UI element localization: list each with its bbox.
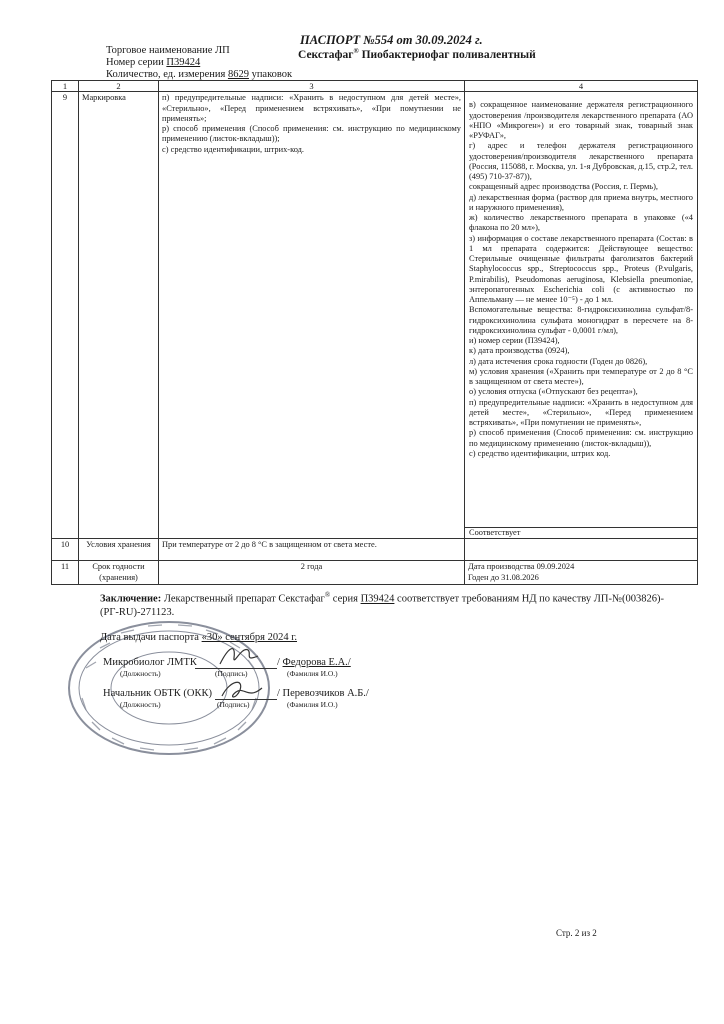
req-item: с) средство идентификации, штрих-код. [162,144,305,154]
handwritten-signature-1 [214,640,264,670]
signature-row-2 [103,688,212,699]
row-label-marking: Маркировка [79,92,159,539]
signature-row-1 [103,657,197,668]
verdict-text: Соответствует [469,528,521,538]
conclusion-text-after: соответствует требованиям НД по качеству ЛП-№(003826)-(РГ-RU)-271123. [100,593,664,619]
caption-position: (Должность) [120,700,161,709]
result-item: з) информация о составе лекарственного препарата (Состав: в 1 мл препарата содержится: Действующее вещество: Стерильные очищенные фильтраты фаголизатов бактерий Staphylococcus spp., Streptococcus spp., Proteus (P.vulgaris, P.mirabilis), Pseudomonas aeruginosa, Klebsiella pneumoniae, энтеропатогенных Escherichia coli (с активностью по Аппельману — не менее 10⁻⁵) - до 1 мл. [469,233,693,305]
table-row-storage [52,539,698,561]
page-number: Стр. 2 из 2 [556,928,597,938]
result-item: и) номер серии (П39424), [469,336,560,346]
issue-date-label: Дата выдачи паспорта [100,632,199,643]
result-item: в) сокращенное наименование держателя регистрационного удостоверения /производителя лекарственного препарата (АО «НПО «Микроген») и его товарный знак, товарный знак «РУФАГ», [469,100,693,141]
result-item: Вспомогательные вещества: 8-гидроксихинолина сульфат/8-гидроксихинолина сульфата моногидрат в пересчете на 8-гидроксихинолина сульфат - 0,0001 г/мл), [469,305,693,335]
row-number: 11 [52,561,79,585]
col-number-2: 2 [79,81,159,92]
product-title [298,47,536,61]
issue-date-value: «30» сентября 2024 г. [201,632,298,643]
table-row-shelf-life [52,561,698,585]
signer-name-wrap: / Перевозчиков А.Б./ [277,688,369,699]
signer-position: Начальник ОБТК (ОКК) [103,688,212,699]
row-label-storage: Условия хранения [79,539,159,561]
quantity-label: Количество, ед. измерения [106,69,226,80]
storage-conditions: При температуре от 2 до 8 °С в защищенном от света месте. [159,539,465,561]
issue-date-line [100,632,297,643]
result-item: п) предупредительные надписи: «Хранить в недоступном для детей месте», «Стерильно», «Перед применением встряхивать», «При помутнении не применять», [469,397,693,428]
col-number-1: 1 [52,81,79,92]
shelf-life-dates [465,561,698,585]
col-number-4: 4 [465,81,698,92]
storage-result [465,539,698,561]
product-rest: Пиобактериофаг поливалентный [358,48,536,61]
col-number-3: 3 [159,81,465,92]
column-number-row [52,81,698,92]
result-item: д) лекарственная форма (раствор для приема внутрь, местного и наружного применения), [469,192,693,212]
result-item: л) дата истечения срока годности (Годен до 0826), [469,356,648,366]
result-item: ж) количество лекарственного препарата в упаковке («4 флакона по 20 мл»), [469,213,693,233]
quantity-value: 8629 [227,69,249,80]
conclusion-series: П39424 [360,593,395,605]
conclusion [100,591,670,620]
series-value: П39424 [166,57,201,68]
conclusion-text-before: Лекарственный препарат Секстафаг [161,593,325,605]
caption-sign: (Подпись) [215,669,248,678]
handwritten-signature-2 [218,676,266,706]
signer-name-wrap: / Федорова Е.А./ [277,657,351,668]
marking-results [465,92,698,539]
signer-name: Федорова Е.А./ [282,657,351,668]
marking-text-box [465,92,697,528]
result-item: сокращенный адрес производства (Россия, г. Пермь), [469,182,658,192]
row-number: 10 [52,539,79,561]
conclusion-label: Заключение: [100,593,162,605]
conclusion-text-series: серия [330,593,361,605]
req-item: п) предупредительные надписи: «Хранить в недоступном для детей месте», «Стерильно», «Перед применением встряхивать», «При помутнении не применять»; [162,93,461,123]
result-item: м) условия хранения («Хранить при температуре от 2 до 8 °С в защищенном от света месте»), [469,366,693,387]
result-item: к) дата производства (0924), [469,346,570,356]
row-number: 9 [52,92,79,539]
caption-sign: (Подпись) [217,700,250,709]
marking-requirements [159,92,465,539]
registered-mark: ® [353,47,359,55]
req-item: р) способ применения (Способ применения: см. инструкцию по медицинскому применению (листок-вкладыш)); [162,124,461,144]
production-date: Дата производства 09.09.2024 [468,562,575,572]
result-item: г) адрес и телефон держателя регистрационного удостоверения/производителя лекарственного препарата (Россия, 115088, г. Москва, ул. 1-я Дубровская, д.15, стр.2, тел. (495) 710-37-87)), [469,141,693,182]
quantity-unit: упаковок [251,69,293,80]
product-name: Секстафаг [298,48,354,61]
series-label: Номер серии [106,57,164,68]
caption-name: (Фамилия И.О.) [287,669,338,678]
shelf-life-value: 2 года [159,561,465,585]
trade-name-label: Торговое наименование ЛП [106,45,230,56]
signer-name: Перевозчиков А.Б./ [282,688,369,699]
passport-title: ПАСПОРТ №554 от 30.09.2024 г. [300,33,483,47]
row-label-shelf-life: Срок годности (хранения) [79,561,159,585]
signer-position: Микробиолог ЛМТК [103,657,197,668]
series-line [106,57,200,68]
passport-table [51,80,698,585]
table-row-marking [52,92,698,539]
quantity-line [106,69,292,80]
result-item: с) средство идентификации, штрих код. [469,448,611,458]
result-item: р) способ применения (Способ применения: см. инструкцию по медицинскому применению (листок-вкладыш)), [469,428,693,448]
caption-name: (Фамилия И.О.) [287,700,338,709]
conclusion-reg-mark: ® [324,591,331,599]
expiry-date: Годен до 31.08.2026 [468,572,539,582]
caption-position: (Должность) [120,669,161,678]
result-item: о) условия отпуска («Отпускают без рецепта»), [469,387,638,397]
